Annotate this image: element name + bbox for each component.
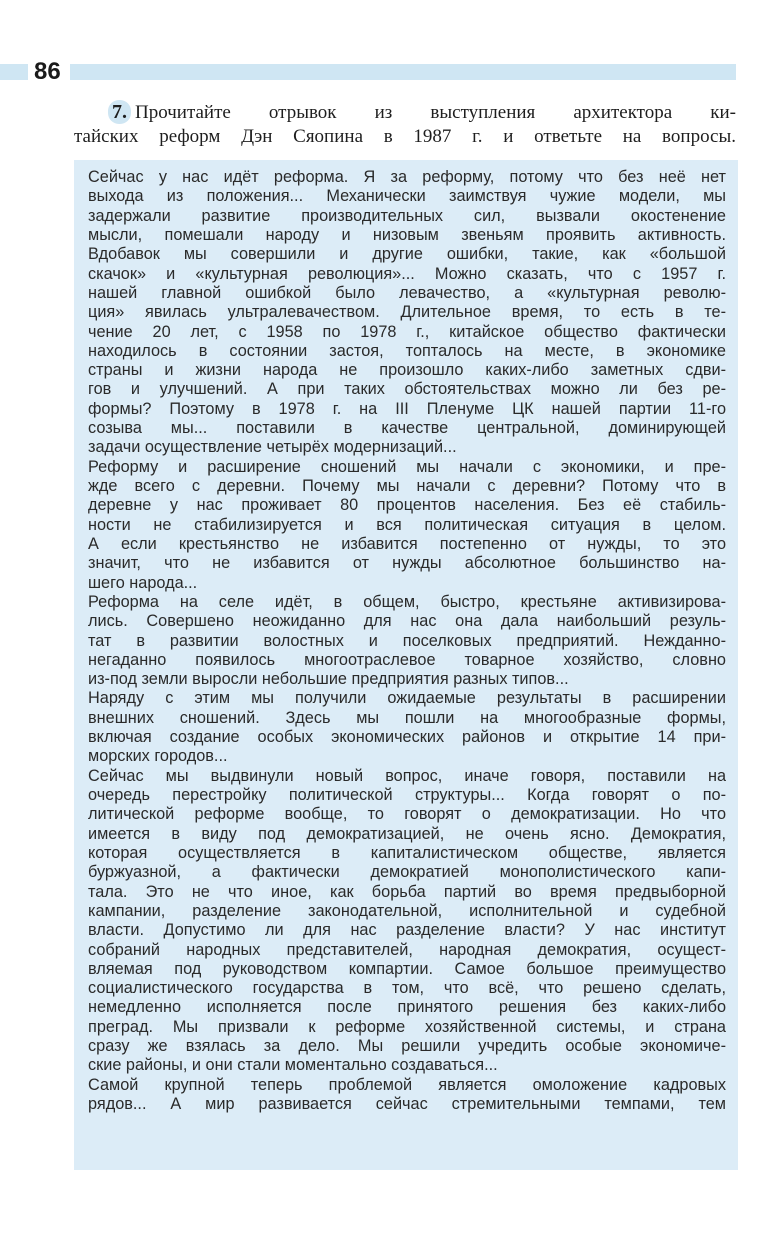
excerpt-line: значит, что не избавится от нужды абсолютное большинство на- — [88, 554, 726, 573]
header-accent-bar-left — [0, 64, 28, 80]
excerpt-line: буржуазной, а фактически демократией монополистического капи- — [88, 863, 726, 882]
excerpt-line: ция» явилась ультралевачеством. Длительное время, то есть в те- — [88, 303, 726, 322]
excerpt-line: Самой крупной теперь проблемой является омоложение кадровых — [88, 1075, 726, 1094]
task-text-line-2: тайских реформ Дэн Сяопина в 1987 г. и ответьте на вопросы. — [74, 126, 736, 147]
excerpt-line: деревне у нас проживает 80 процентов населения. Без её стабиль- — [88, 496, 726, 515]
excerpt-line: мысли, помешали народу и низовым звеньям проявить активность. — [88, 225, 726, 244]
excerpt-line: тала. Это не что иное, как борьба партий во время предвыборной — [88, 882, 726, 901]
excerpt-line: лись. Совершено неожиданно для нас она дала наибольший резуль- — [88, 612, 726, 631]
excerpt-line: задачи осуществление четырёх модернизаций... — [88, 438, 457, 457]
excerpt-line: тат в развитии волостных и поселковых предприятий. Нежданно- — [88, 631, 726, 650]
excerpt-line: преград. Мы призвали к реформе хозяйственной системы, и страна — [88, 1017, 726, 1036]
excerpt-line: страны и жизни народа не произошло каких-либо заметных сдви- — [88, 361, 726, 380]
excerpt-line: из-под земли выросли небольшие предприятия разных типов... — [88, 670, 569, 689]
excerpt-line: Реформу и расширение сношений мы начали с экономики, и пре- — [88, 457, 726, 476]
page-number: 86 — [34, 58, 61, 85]
excerpt-line: скачок» и «культурная революция»... Можно сказать, что с 1957 г. — [88, 264, 726, 283]
excerpt-line: литической реформе вообще, то говорят о демократизации. Но что — [88, 805, 726, 824]
excerpt-line: Реформа на селе идёт, в общем, быстро, крестьяне активизирова- — [88, 592, 726, 611]
excerpt-line: очередь перестройку политической структуры... Когда говорят о по- — [88, 786, 726, 804]
task-prompt — [74, 100, 736, 149]
task-text-line-1: Прочитайте отрывок из выступления архитектора ки- — [135, 102, 736, 123]
excerpt-line: Вдобавок мы совершили и другие ошибки, такие, как «большой — [88, 245, 726, 264]
excerpt-line: формы? Поэтому в 1978 г. на III Пленуме ЦК нашей партии 11-го — [88, 399, 726, 418]
excerpt-line: кампании, разделение законодательной, исполнительной и судебной — [88, 901, 726, 920]
excerpt-line: Сейчас мы выдвинули новый вопрос, иначе говоря, поставили на — [88, 766, 726, 785]
excerpt-line: включая создание особых экономических районов и открытие 14 при- — [88, 728, 726, 747]
excerpt-line: морских городов... — [88, 747, 228, 766]
excerpt-line: ности не стабилизируется и вся политическая ситуация в целом. — [88, 515, 726, 534]
header-accent-bar — [70, 64, 736, 80]
excerpt-line: социалистического государства в том, что всё, что решено сделать, — [88, 979, 726, 998]
excerpt-line: созыва мы... поставили в качестве центральной, доминирующей — [88, 419, 726, 438]
excerpt-line: гов и улучшений. А при таких обстоятельствах можно ли без ре- — [88, 380, 726, 399]
excerpt-line: находилось в состоянии застоя, топталось на месте, в экономике — [88, 341, 726, 360]
excerpt-line: собраний народных представителей, народная демократия, осущест- — [88, 940, 726, 959]
excerpt-line: шего народа... — [88, 573, 198, 592]
excerpt-line: вляемая под руководством компартии. Самое большое преимущество — [88, 959, 726, 978]
excerpt-line: задержали развитие производительных сил, вызвали окостенение — [88, 206, 726, 225]
excerpt-line: внешних сношений. Здесь мы пошли на многообразные формы, — [88, 708, 726, 727]
excerpt-line: сразу же взялась за дело. Мы решили учредить особые экономиче- — [88, 1037, 726, 1056]
excerpt-line: нашей главной ошибкой было левачество, а «культурная револю- — [88, 283, 726, 302]
task-line — [74, 100, 736, 125]
excerpt-line: власти. Допустимо ли для нас разделение власти? У нас институт — [88, 921, 726, 940]
excerpt-line: Сейчас у нас идёт реформа. Я за реформу, потому что без неё нет — [88, 168, 726, 186]
task-number: 7. — [108, 100, 131, 124]
excerpt-line: рядов... А мир развивается сейчас стремительными темпами, тем — [88, 1095, 726, 1113]
excerpt-line: немедленно исполняется после принятого решения без каких-либо — [88, 998, 726, 1017]
excerpt-line: Наряду с этим мы получили ожидаемые результаты в расширении — [88, 689, 726, 708]
excerpt-line: выхода из положения... Механически заимствуя чужие модели, мы — [88, 187, 726, 206]
excerpt-line: негаданно появилось многоотраслевое товарное хозяйство, словно — [88, 650, 726, 669]
excerpt-line: чение 20 лет, с 1958 по 1978 г., китайское общество фактически — [88, 322, 726, 341]
page-header — [0, 58, 772, 86]
excerpt-line: А если крестьянство не избавится постепенно от нужды, то это — [88, 534, 726, 553]
excerpt-line: имеется в виду под демократизацией, не очень ясно. Демократия, — [88, 824, 726, 843]
excerpt-line: жде всего с деревни. Почему мы начали с деревни? Потому что в — [88, 477, 726, 495]
excerpt-line: которая осуществляется в капиталистическом обществе, является — [88, 843, 726, 862]
source-excerpt-panel — [74, 160, 738, 1170]
excerpt-line: ские районы, и они стали моментально создаваться... — [88, 1056, 498, 1075]
